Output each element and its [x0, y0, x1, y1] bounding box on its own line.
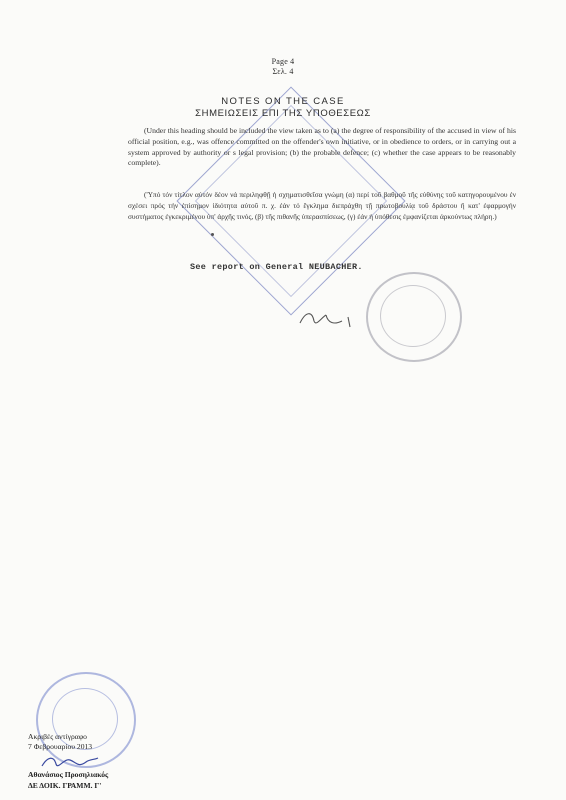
instructions-paragraph-en: (Under this heading should be included the view taken as to (a) the degree of responsibility of the accused in view of his official position, e.g., was offence committed on the offender's own initiative, or in obedience to orders, or in carrying out a system approved by authority or s legal provision; (b) the probable defence; (c) whether the case appears to be reasonably complete).: [128, 126, 516, 168]
instructions-paragraph-gr: ('Υπό τόν τίτλον αὐτόν δέον νά περιληφθῇ ἡ σχηματισθεῖσα γνώμη (α) περί τοῦ βαθμοῦ τῆς εὐθύνης τοῦ κατηγορουμένου ἐν σχέσει πρός τήν ἐπίσημον ἰδιότητα αὐτοῦ π. χ. ἐάν τό ἔγκλημα διεπράχθη τῇ πρωτοβουλίᾳ τοῦ δράστου ἢ κατ' ἐφαρμογήν συστήματος ἐγκεκριμένου ὑπ' ἀρχῆς τινός, (β) τῆς πιθανῆς ὑπερασπίσεως, (γ) ἐάν ἡ ὑπόθεσις ἐμφανίζεται ἀρκούντως πλήρη.): [128, 190, 516, 221]
ink-dot: [211, 233, 214, 236]
section-title-en: NOTES ON THE CASE: [221, 96, 345, 107]
certifier-name: Αθανάσιος Προσηλιακός: [28, 770, 109, 779]
section-title-gr: ΣΗΜΕΙΩΣΕΙΣ ΕΠΙ ΤΗΣ ΥΠΟΘΕΣΕΩΣ: [195, 108, 371, 119]
handwritten-initials: [296, 305, 366, 331]
typed-note: See report on General NEUBACHER.: [190, 262, 363, 272]
certifier-department: ΔΕ ΔΟΙΚ. ΓΡΑΜΜ. Γ': [28, 781, 102, 790]
page-number-gr: Σελ. 4: [272, 67, 294, 76]
round-stamp-right-inner: [380, 285, 446, 347]
certified-copy-label: Ακριβές αντίγραφο: [28, 732, 87, 741]
page-number-en: Page 4: [271, 57, 295, 66]
handwritten-signature: [40, 752, 100, 772]
certification-date: 7 Φεβρουαρίου 2013: [28, 742, 93, 751]
